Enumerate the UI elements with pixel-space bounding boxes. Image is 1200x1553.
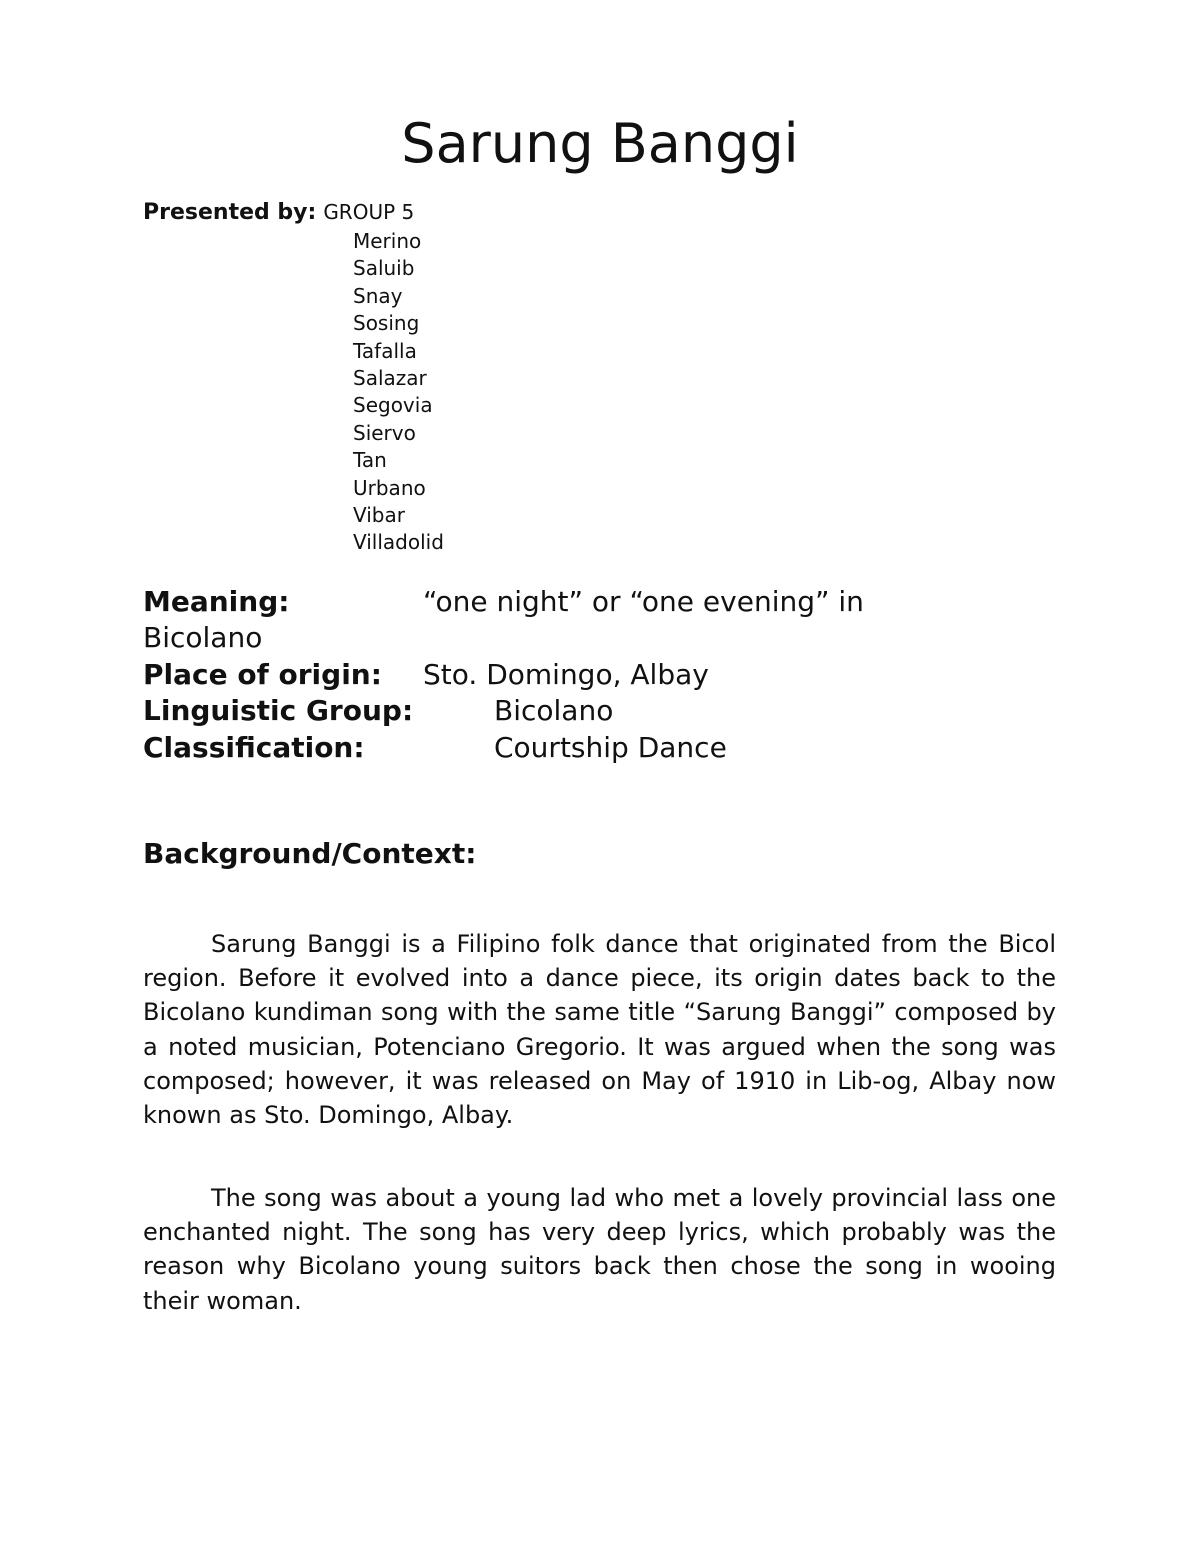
member-name: Sosing — [353, 311, 420, 336]
origin-value: Sto. Domingo, Albay — [423, 658, 709, 691]
member-list — [353, 228, 444, 557]
member-name: Salazar — [353, 366, 427, 391]
origin-label: Place of origin: — [143, 658, 382, 691]
linguistic-group-value: Bicolano — [494, 694, 614, 727]
member-name: Siervo — [353, 420, 416, 445]
member-name: Merino — [353, 229, 422, 253]
classification-value: Courtship Dance — [494, 731, 727, 764]
origin-row — [143, 657, 709, 693]
group-name: GROUP 5 — [323, 200, 415, 224]
member-name: Tafalla — [353, 338, 417, 363]
member-name: Segovia — [353, 393, 433, 418]
member-name: Tan — [353, 448, 387, 473]
member-name: Urbano — [353, 475, 426, 500]
meaning-row — [143, 584, 864, 620]
member-name: Vibar — [353, 503, 405, 528]
background-heading: Background/Context: — [143, 837, 477, 870]
background-paragraph: The song was about a young lad who met a lovely provincial lass one enchanted night. The song has very deep lyrics, which probably was the reason why Bicolano young suitors back then chose the song in wooing their woman. — [143, 1184, 1056, 1315]
member-name: Villadolid — [353, 530, 444, 555]
classification-row — [143, 730, 727, 766]
linguistic-group-label: Linguistic Group: — [143, 694, 414, 727]
member-name: Saluib — [353, 256, 415, 281]
document-title: Sarung Banggi — [401, 112, 799, 175]
meaning-label: Meaning: — [143, 585, 290, 618]
background-paragraph: Sarung Banggi is a Filipino folk dance that originated from the Bicol region. Before it evolved into a dance piece, its origin dates back to the Bicolano kundiman song with the same title “Sarung Banggi” composed by a noted musician, Potenciano Gregorio. It was argued when the song was composed; however, it was released on May of 1910 in Lib-og, Albay now known as Sto. Domingo, Albay. — [143, 930, 1056, 1130]
presented-by-line — [143, 198, 414, 227]
meaning-value-continued: Bicolano — [143, 621, 263, 654]
member-name: Snay — [353, 283, 403, 308]
classification-label: Classification: — [143, 731, 365, 764]
meaning-value: “one night” or “one evening” in — [423, 585, 864, 618]
linguistic-group-row — [143, 693, 614, 729]
presented-by-label: Presented by: — [143, 200, 317, 225]
